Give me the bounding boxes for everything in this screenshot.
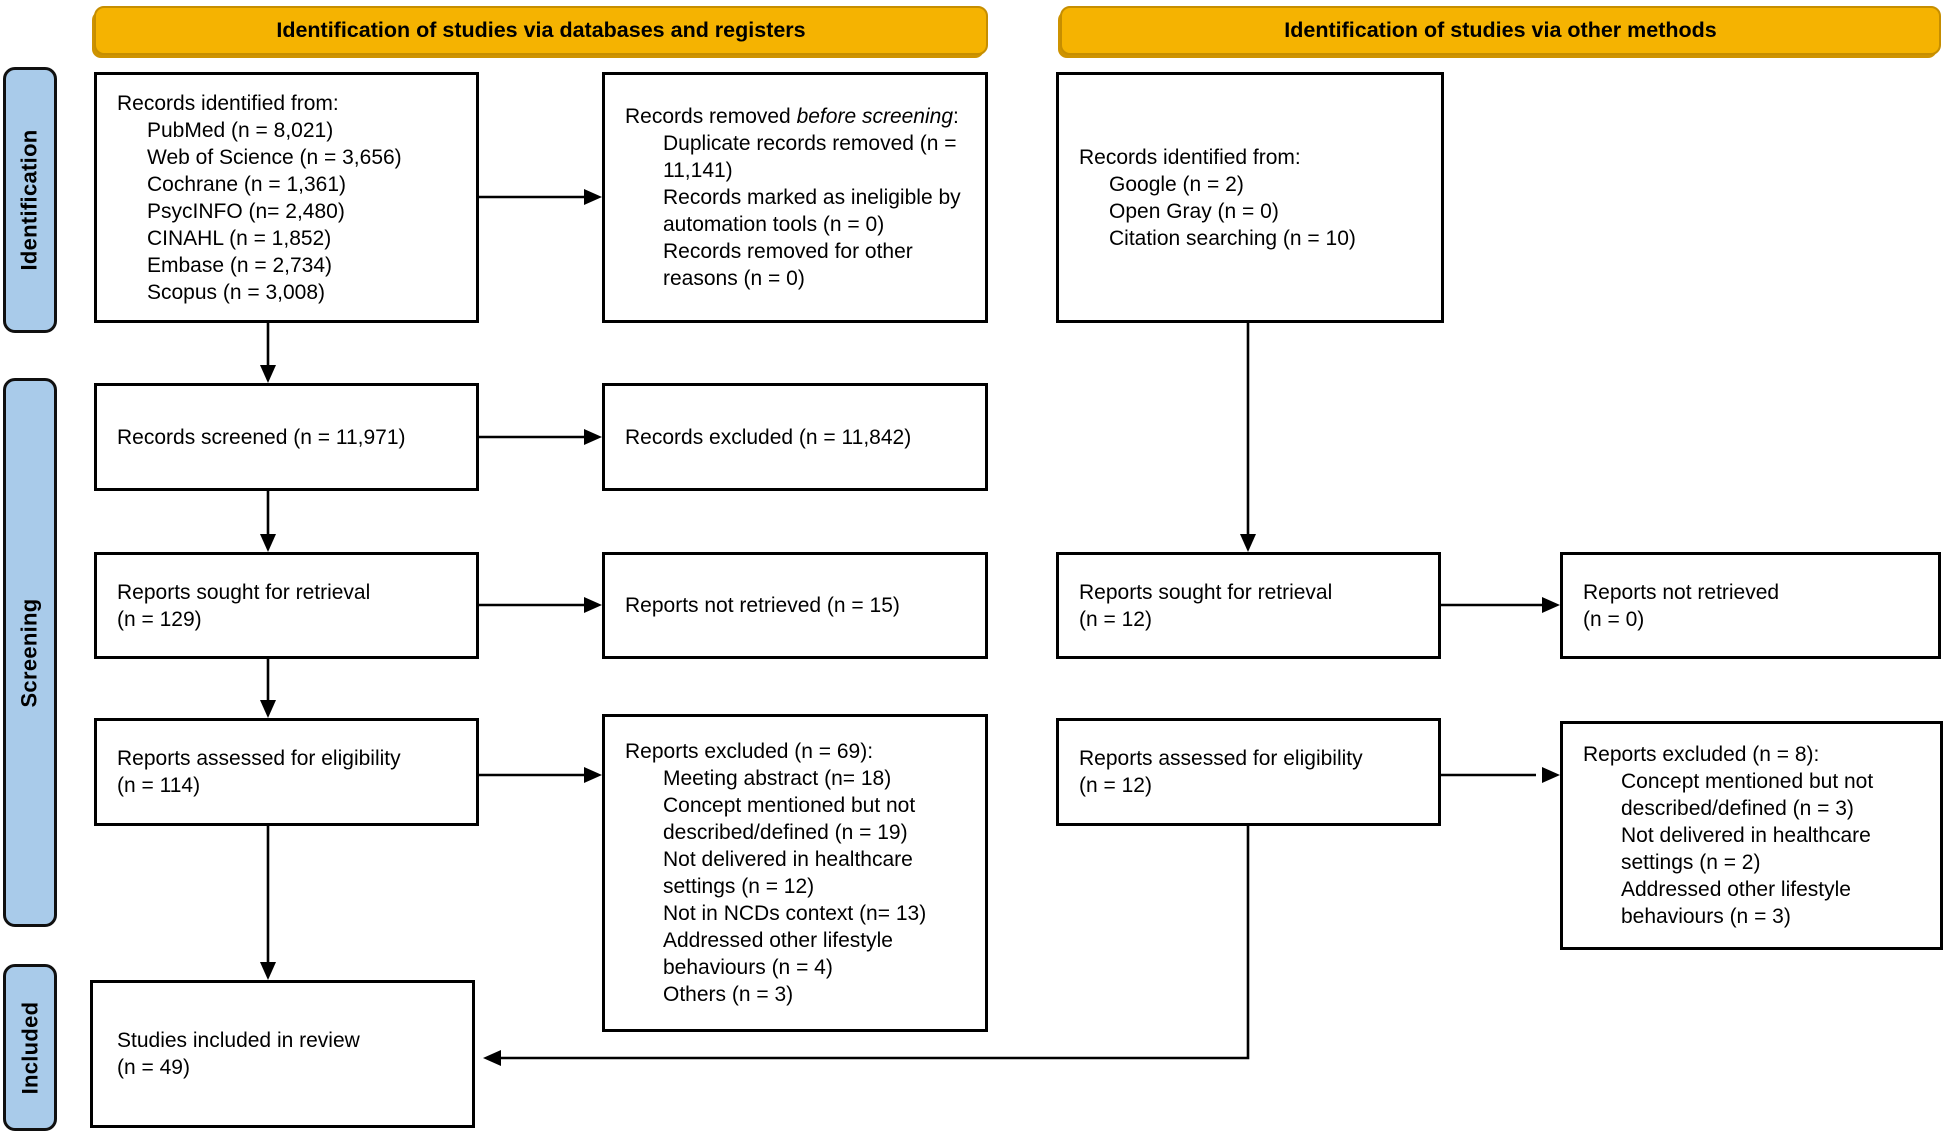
box-other-records-identified xyxy=(1056,72,1444,323)
box-text-line2: (n = 49) xyxy=(117,1056,190,1079)
excluded-reason: Not delivered in healthcare settings (n = 12) xyxy=(663,848,913,898)
box-db-reports-not-retrieved xyxy=(602,552,988,659)
other-source-item: Google (n = 2) xyxy=(1109,172,1244,196)
box-other-reports-not-retrieved xyxy=(1560,552,1941,659)
excluded-reason: Concept mentioned but not described/defined (n = 3) xyxy=(1621,770,1874,820)
stage-label-included-text: Included xyxy=(17,1001,43,1094)
box-records-screened xyxy=(94,383,479,491)
stage-label-screening-text: Screening xyxy=(17,597,43,708)
box-title: Reports excluded (n = 69): xyxy=(625,740,874,763)
excluded-reason: Not in NCDs context (n= 13) xyxy=(663,902,927,925)
stage-label-identification xyxy=(3,67,57,333)
box-title: Reports excluded (n = 8): xyxy=(1583,743,1820,766)
box-title: Records identified from: xyxy=(1079,145,1301,169)
box-records-excluded xyxy=(602,383,988,491)
box-other-reports-excluded xyxy=(1560,721,1943,950)
excluded-reason: Addressed other lifestyle behaviours (n = 4) xyxy=(663,929,893,979)
box-text-line2: (n = 129) xyxy=(117,607,202,631)
box-records-removed-before-screening xyxy=(602,72,988,323)
db-source-item: Web of Science (n = 3,656) xyxy=(147,145,402,169)
box-other-reports-assessed xyxy=(1056,718,1441,826)
removed-item: Records removed for other reasons (n = 0) xyxy=(663,240,913,290)
db-source-item: PubMed (n = 8,021) xyxy=(147,118,334,142)
banner-databases-registers: Identification of studies via databases and registers xyxy=(94,6,988,55)
arrowhead xyxy=(260,534,276,552)
stage-label-included xyxy=(3,964,57,1131)
box-text: Reports not retrieved (n = 15) xyxy=(625,594,900,617)
box-text-line2: (n = 12) xyxy=(1079,774,1152,797)
stage-label-identification-text: Identification xyxy=(17,129,42,271)
arrowhead xyxy=(260,962,276,980)
box-text-line2: (n = 0) xyxy=(1583,607,1645,631)
box-text-line2: (n = 12) xyxy=(1079,607,1152,631)
box-studies-included xyxy=(90,980,475,1128)
box-db-reports-sought xyxy=(94,552,479,659)
arrowhead xyxy=(260,700,276,718)
arrowhead xyxy=(483,1050,501,1066)
excluded-reason: Others (n = 3) xyxy=(663,983,794,1006)
box-text-line1: Reports not retrieved xyxy=(1583,580,1780,604)
db-source-item: Embase (n = 2,734) xyxy=(147,253,333,277)
excluded-reason: Concept mentioned but not described/defined (n = 19) xyxy=(663,794,916,844)
box-text-line2: (n = 114) xyxy=(117,774,201,797)
arrowhead xyxy=(584,429,602,445)
box-text-line1: Studies included in review xyxy=(117,1029,360,1052)
title-italic: before screening xyxy=(796,105,954,128)
box-db-records-identified xyxy=(94,72,479,323)
excluded-reason: Not delivered in healthcare settings (n = 2) xyxy=(1621,824,1871,874)
box-title: Records identified from: xyxy=(117,91,339,115)
excluded-reason: Meeting abstract (n= 18) xyxy=(663,767,892,790)
arrowhead xyxy=(1240,534,1256,552)
db-source-item: Cochrane (n = 1,361) xyxy=(147,172,347,196)
stage-label-screening xyxy=(3,378,57,927)
box-text-line1: Reports sought for retrieval xyxy=(117,580,371,604)
box-db-reports-assessed xyxy=(94,718,479,826)
other-source-item: Citation searching (n = 10) xyxy=(1109,226,1356,250)
arrowhead xyxy=(584,767,602,783)
box-text-line1: Reports sought for retrieval xyxy=(1079,580,1333,604)
arrowhead xyxy=(1542,767,1560,783)
excluded-reason: Addressed other lifestyle behaviours (n = 3) xyxy=(1621,878,1851,928)
box-text: Records excluded (n = 11,842) xyxy=(625,425,912,449)
box-title xyxy=(625,103,971,130)
banner-other-methods: Identification of studies via other methods xyxy=(1060,6,1941,55)
db-source-item: Scopus (n = 3,008) xyxy=(147,280,326,304)
box-text-line1: Reports assessed for eligibility xyxy=(117,747,401,770)
db-source-item: PsycINFO (n= 2,480) xyxy=(147,199,345,223)
arrowhead xyxy=(584,597,602,613)
arrowhead xyxy=(1542,597,1560,613)
other-source-item: Open Gray (n = 0) xyxy=(1109,199,1279,223)
title-prefix: Records removed xyxy=(625,105,797,128)
arrowhead xyxy=(584,189,602,205)
box-db-reports-excluded xyxy=(602,714,988,1032)
title-suffix: : xyxy=(953,105,959,128)
arrowhead xyxy=(260,365,276,383)
box-other-reports-sought xyxy=(1056,552,1441,659)
box-text: Records screened (n = 11,971) xyxy=(117,425,406,449)
removed-item: Duplicate records removed (n = 11,141) xyxy=(663,132,957,182)
box-text-line1: Reports assessed for eligibility xyxy=(1079,747,1363,770)
removed-item: Records marked as ineligible by automation tools (n = 0) xyxy=(663,186,961,236)
db-source-item: CINAHL (n = 1,852) xyxy=(147,226,332,250)
